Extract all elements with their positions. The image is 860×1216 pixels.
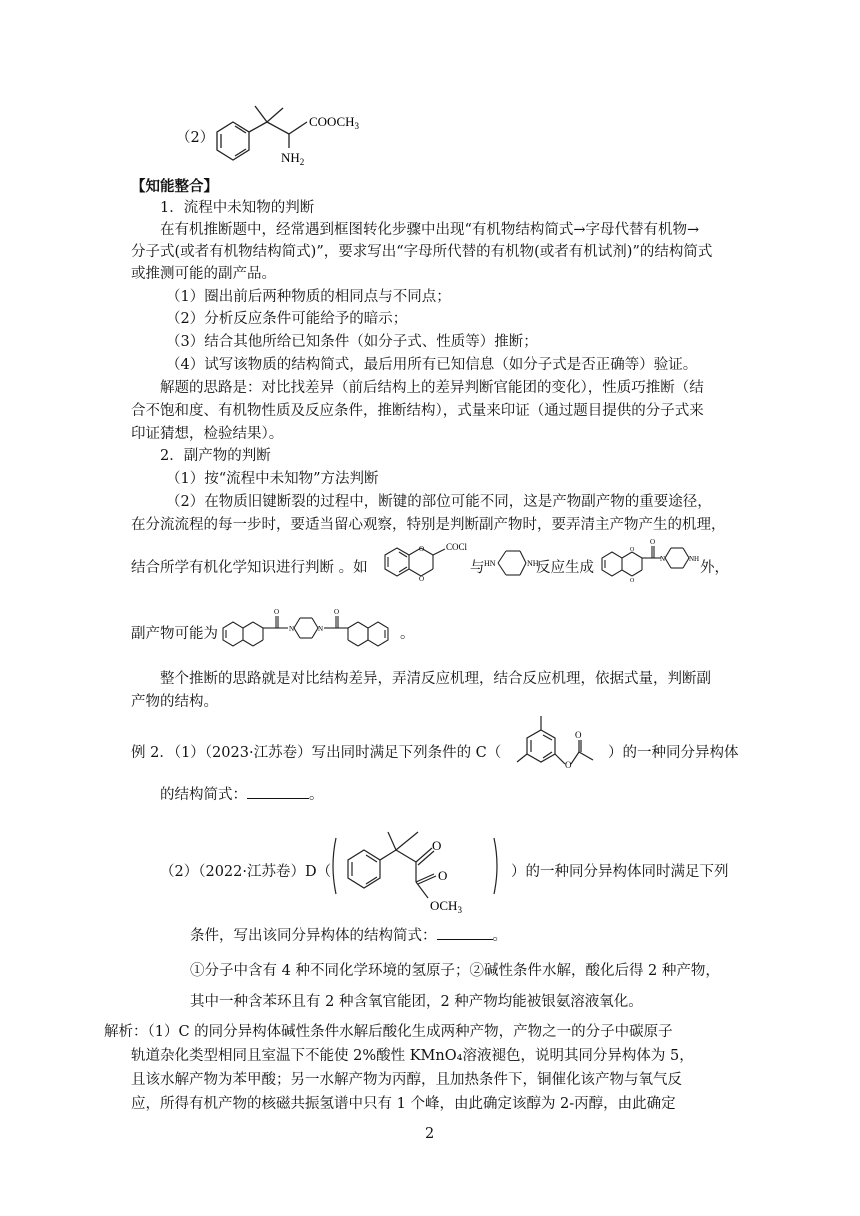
example2-q2-answer-label: 条件，写出该同分异构体的结构简式： 。	[190, 925, 507, 946]
part1-para1-line1: 在有机推断题中，经常遇到框图转化步骤中出现“有机物结构简式→字母代替有机物→	[160, 222, 700, 238]
analysis-line1: 解析：（1）C 的同分异构体碱性条件水解后酸化生成两种产物，产物之一的分子中碳原子	[104, 1024, 673, 1040]
analysis-line4: 应，所得有机产物的核磁共振氢谱中只有 1 个峰，由此确定该醇为 2-丙醇，由此确定	[131, 1096, 676, 1112]
example2-q2-cond-1: ①分子中含有 4 种不同化学环境的氢原子；②碱性条件水解，酸化后得 2 种产物，	[190, 963, 720, 979]
example2-q2-cond-2: 其中一种含苯环且有 2 种含氧官能团，2 种产物均能被银氨溶液氧化。	[190, 994, 643, 1010]
svg-text:HN: HN	[484, 559, 496, 568]
svg-text:O: O	[419, 575, 425, 583]
part1-step-3: （3）结合其他所给已知条件（如分子式、性质等）推断；	[166, 334, 538, 350]
section-title: 【知能整合】	[131, 178, 218, 195]
part2-summary-line1: 整个推断的思路就是对比结构差异，弄清反应机理，结合反应机理，依据式量，判断副	[160, 671, 711, 687]
structure-benzodioxane-acyl-chloride	[379, 538, 475, 590]
part1-step-1: （1）圈出前后两种物质的相同点与不同点；	[166, 289, 451, 305]
example2-q1-pre: 例 2．（1）（2023·江苏卷）写出同时满足下列条件的 C（	[131, 745, 502, 761]
amine-label: $NH_2$	[281, 150, 305, 167]
page-number: 2	[425, 1126, 435, 1142]
part2-example-with: 与	[470, 560, 485, 576]
structure-byproduct	[218, 600, 418, 658]
part1-para2-line2: 合不饱和度、有机物性质及反应条件，推断结构），式量来印证（通过题目提供的分子式来	[131, 403, 704, 419]
part2-step-1: （1）按“流程中未知物”方法判断	[166, 471, 379, 487]
svg-text:O: O	[575, 730, 582, 740]
answer-blank-1[interactable]	[247, 784, 309, 799]
svg-text:N: N	[660, 555, 666, 563]
example2-q1-answer-label: 的结构简式： 。	[160, 784, 324, 805]
part2-heading: 2．副产物的判断	[160, 448, 271, 464]
svg-text:N: N	[289, 625, 295, 633]
part2-summary-line2: 产物的结构。	[131, 694, 218, 710]
item-2-label: （2）	[176, 130, 215, 146]
structure-main-product	[597, 536, 703, 590]
analysis-line2: 轨道杂化类型相同且室温下不能使 2%酸性 KMnO₄溶液褪色，说明其同分异构体为 5，	[131, 1048, 694, 1064]
svg-text:NH: NH	[689, 555, 700, 563]
part1-para1-line3: 或推测可能的副产品。	[131, 266, 276, 282]
example2-q1-post: ）的一种同分异构体	[608, 745, 739, 761]
structure-compound-D	[326, 818, 506, 916]
example2-q2-pre: （2）（2022·江苏卷）D（	[160, 864, 332, 880]
analysis-line3: 且该水解产物为苯甲酸；另一水解产物为丙醇，且加热条件下，铜催化该产物与氧气反	[131, 1072, 682, 1088]
part1-step-4: （4）试写该物质的结构简式，最后用所有已知信息（如分子式是否正确等）验证。	[166, 357, 698, 373]
part1-para1-line2: 分子式(或者有机物结构简式)”，要求写出“字母所代替的有机物(或者有机试剂)”的结构简式	[131, 244, 713, 260]
part1-para2-line3: 印证猜想，检验结果）。	[131, 426, 284, 442]
svg-text:O: O	[565, 760, 572, 770]
part2-byproduct-post: 。	[400, 626, 415, 642]
svg-text:COCl: COCl	[446, 542, 468, 552]
structure-piperazine	[482, 540, 542, 586]
part2-example-react: 反应生成	[536, 560, 594, 576]
structure-compound-C	[513, 706, 608, 778]
svg-text:O: O	[274, 608, 280, 616]
part1-heading: 1．流程中未知物的判断	[160, 200, 315, 216]
answer-blank-2[interactable]	[437, 925, 493, 940]
part2-step-2-line1: （2）在物质旧键断裂的过程中，断键的部位可能不同，这是产物副产物的重要途径，	[166, 494, 712, 510]
structure-phenyl-amino-ester	[205, 92, 375, 172]
part2-step-2-line2: 在分流流程的每一步时，要适当留心观察，特别是判断副产物时，要弄清主产物产生的机理，	[131, 517, 726, 533]
svg-text:O: O	[419, 545, 425, 553]
svg-text:O: O	[630, 578, 635, 584]
part2-byproduct-pre: 副产物可能为	[131, 626, 218, 642]
svg-text:O: O	[334, 608, 340, 616]
svg-text:O: O	[650, 538, 656, 546]
part2-example-post: 外，	[700, 560, 729, 576]
example2-q2-post: ）的一种同分异构体同时满足下列	[511, 864, 729, 880]
part2-example-pre: 结合所学有机化学知识进行判断 。如	[131, 560, 368, 576]
svg-text:O: O	[432, 838, 442, 853]
svg-text:O: O	[438, 868, 448, 883]
part1-step-2: （2）分析反应条件可能给予的暗示；	[166, 311, 408, 327]
svg-text:OCH3: $OCH_3$	[430, 898, 462, 915]
svg-text:NH: NH	[527, 559, 539, 568]
svg-text:O: O	[630, 547, 635, 553]
part1-para2-line1: 解题的思路是：对比找差异（前后结构上的差异判断官能团的变化），性质巧推断（结	[160, 380, 704, 396]
ester-label: $COOCH_3$	[309, 114, 360, 131]
svg-text:N: N	[318, 625, 324, 633]
